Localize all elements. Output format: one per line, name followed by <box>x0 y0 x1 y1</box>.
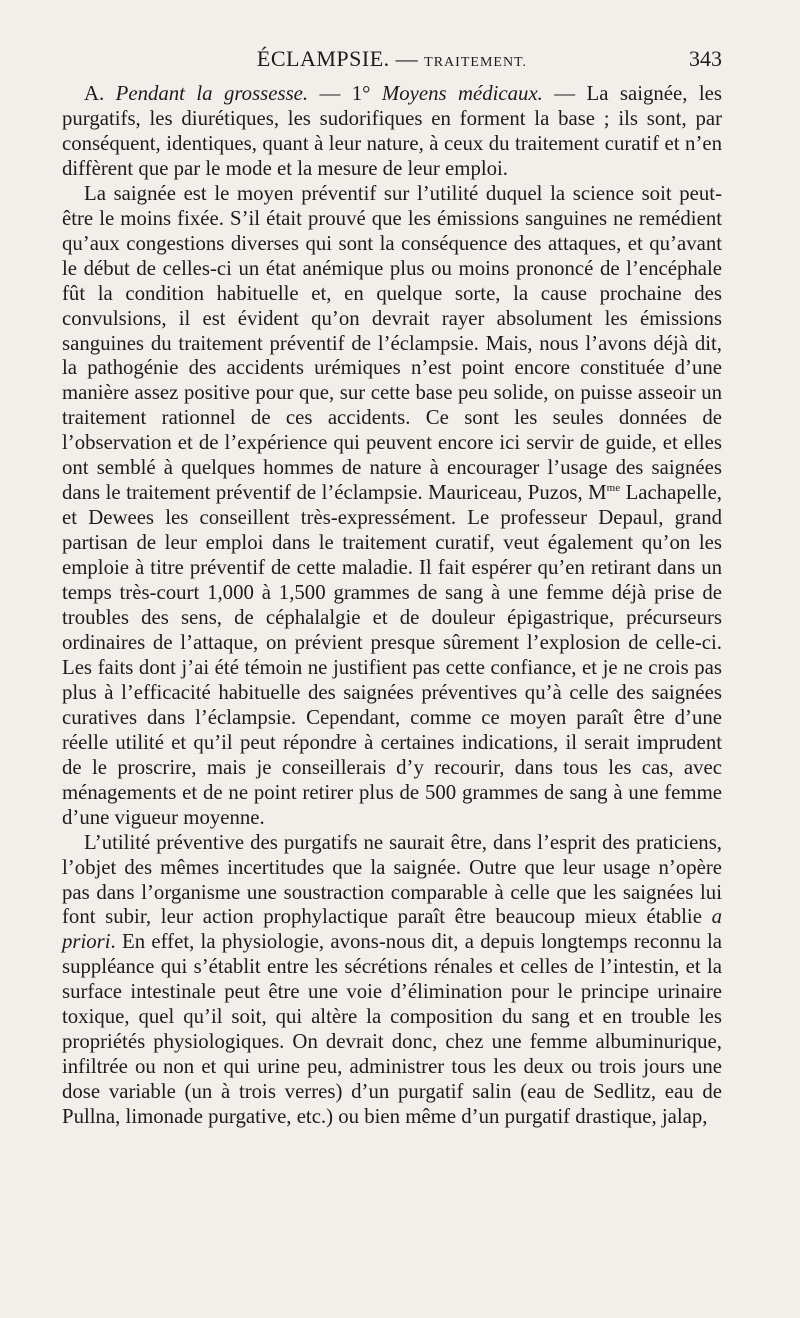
running-title-main: ÉCLAMPSIE. — <box>256 46 425 71</box>
paragraph-2-text-a: La saignée est le moyen préventif sur l’utilité duquel la science soit peut-être le moins fixée. S’il était prouvé que les émissions sanguines ne remédient qu’aux congestions diverses qui sont la conséquence des attaques, et qu’avant le début de celles-ci un état anémique plus ou moins prononcé de l’encéphale fût la condition habituelle et, en quelque sorte, la cause prochaine des convulsions, il est évident qu’on devrait rayer absolument les émissions sanguines du traitement préventif de l’éclampsie. Mais, nous l’avons déjà dit, la pathogénie des accidents urémiques n’est point encore constituée d’une manière assez positive pour que, sur cette base peu solide, on puisse asseoir un traitement rationnel de ces accidents. Ce sont les seules données de l’observation et de l’expérience qui peuvent encore ici servir de guide, et elles ont semblé à quelques hommes de nature à encourager l’usage des saignées dans le traitement préventif de l’éclampsie. Mauriceau, Puzos, M <box>62 181 722 505</box>
paragraph-2 <box>62 182 722 831</box>
paragraph-3-text-a: L’utilité préventive des purgatifs ne saurait être, dans l’esprit des praticiens, l’objet des mêmes incertitudes que la saignée. Outre que leur usage n’opère pas dans l’organisme une soustraction comparable à celle que les saignées lui font subir, leur action prophylactique paraît être beaucoup mieux établie <box>62 830 722 929</box>
superscript-me: me <box>606 482 621 495</box>
paragraph-1-text: — La saignée, les purgatifs, les diurétiques, les sudorifiques en forment la base ; ils sont, par conséquent, identiques, quant à leur nature, à ceux du traitement curatif et n’en diffèrent que par le mode et la mesure de leur emploi. <box>62 82 722 180</box>
running-title-section: TRAITEMENT. <box>424 55 528 70</box>
subsection-heading: Moyens médicaux. <box>381 82 543 105</box>
paragraph-3-text-b: . En effet, la physiologie, avons-nous dit, a depuis longtemps reconnu la suppléance qui s’établit entre les sécrétions rénales et celles de l’intestin, et la surface intestinale peut être une voie d’élimination pour le principe urinaire toxique, quel qu’il soit, qui altère la composition du sang et en trouble les propriétés physiologiques. On devrait donc, chez une femme albuminurique, infiltrée ou non et qui urine peu, administrer tous les deux ou trois jours une dose variable (un à trois verres) d’un purgatif salin (eau de Sedlitz, eau de Pullna, limonade purgative, etc.) ou bien même d’un purgatif drastique, jalap, <box>62 930 722 1129</box>
heading-separator: — 1° <box>308 82 382 105</box>
section-heading: Pendant la grossesse. <box>115 82 309 105</box>
paragraph-3 <box>62 831 722 1130</box>
section-label: A. <box>84 82 105 105</box>
paragraph-2-text-b: Lachapelle, et Dewees les conseillent très-expressément. Le professeur Depaul, grand partisan de leur emploi dans le traitement curatif, veut également qu’on les emploie à titre préventif de cette maladie. Il fait espérer qu’en retirant dans un temps très-court 1,000 à 1,500 grammes de sang à une femme déjà prise de troubles des sens, de céphalalgie et de douleur épigastrique, précurseurs ordinaires de l’attaque, on prévient presque sûrement l’explosion de celle-ci. Les faits dont j’ai été témoin ne justifient pas cette confiance, et je ne crois pas plus à l’efficacité habituelle des saignées préventives qu’à celle des saignées curatives dans l’éclampsie. Cependant, comme ce moyen paraît être d’une réelle utilité et qu’il peut répondre à certaines indications, il serait imprudent de le proscrire, mais je conseillerais d’y recourir, dans tous les cas, avec ménagements et de ne point retirer plus de 500 grammes de sang à une femme d’une vigueur moyenne. <box>62 481 722 829</box>
page-number: 343 <box>689 46 722 71</box>
italic-a-priori: a priori <box>62 905 722 954</box>
paragraph-1 <box>62 82 722 182</box>
running-header <box>62 46 722 74</box>
page-body <box>62 82 722 1130</box>
running-title <box>62 46 722 72</box>
